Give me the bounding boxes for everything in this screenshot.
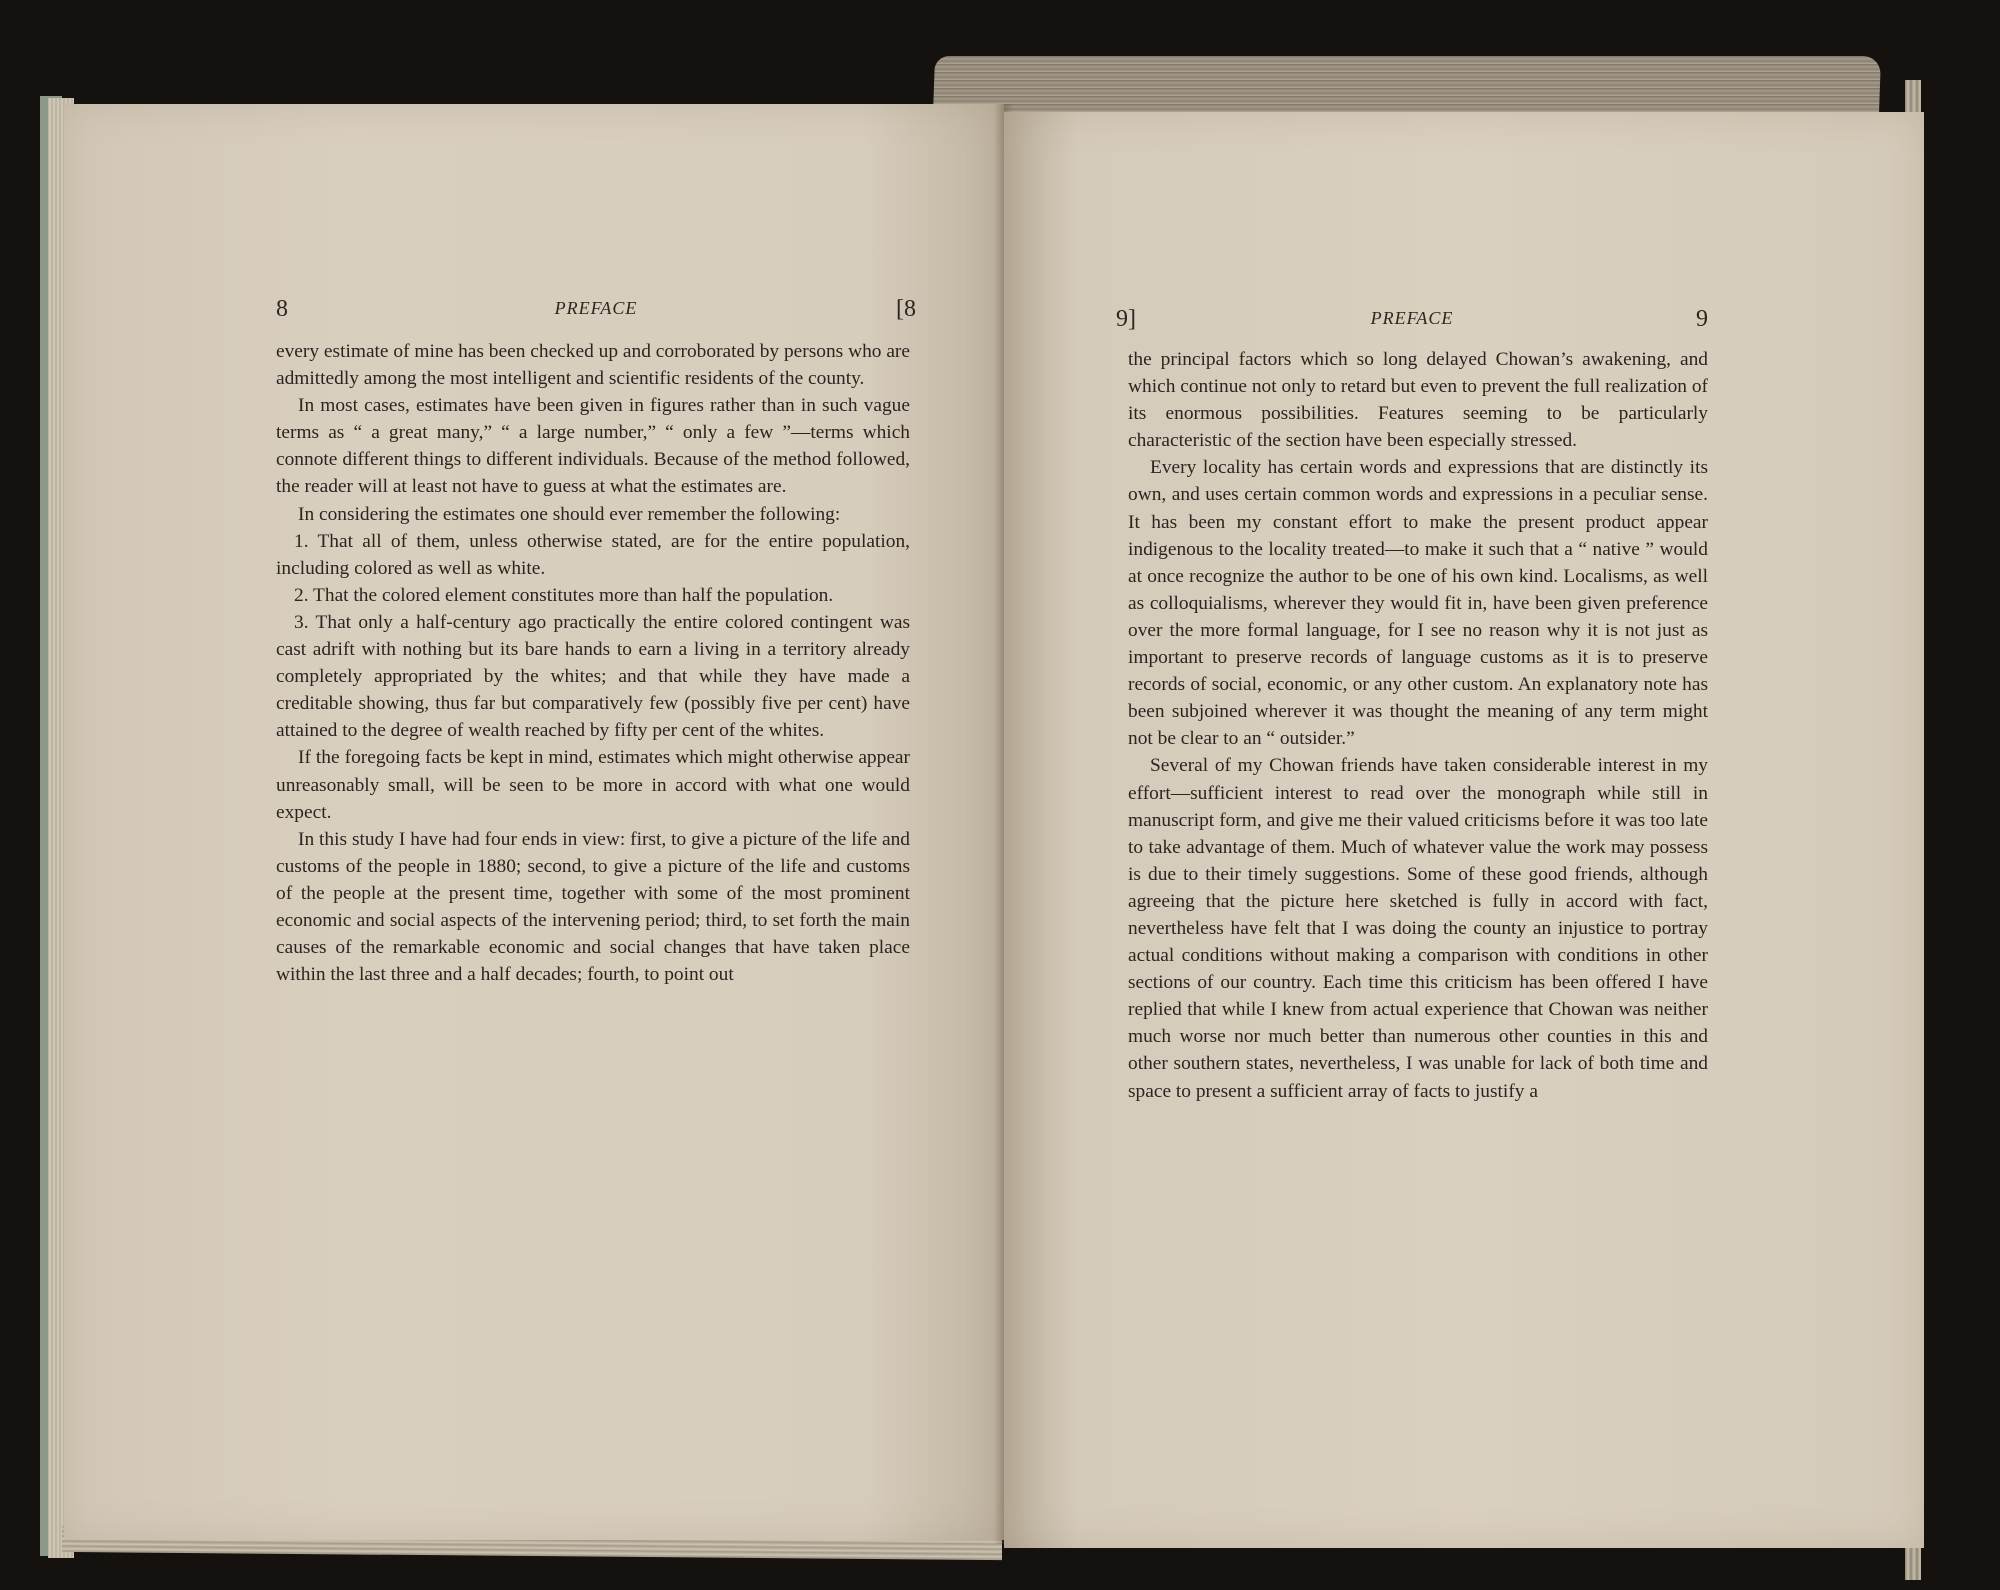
right-page-number: 9: [1696, 306, 1708, 332]
left-page: [64, 104, 1004, 1540]
page-edges-top: [933, 56, 1881, 114]
right-page: [1004, 112, 1924, 1548]
left-paragraph-3: In considering the estimates one should ever remember the following:: [298, 503, 841, 525]
left-paragraph-4: If the foregoing facts be kept in mind, estimates which might otherwise appear unreasonably small, will be seen to be more in accord with what one would expect.: [276, 747, 910, 823]
right-paragraph-3: Several of my Chowan friends have taken considerable interest in my effort—sufficient interest to read over the monograph while still in manuscript form, and give me their valued criticisms before it was too late to take advantage of them. Much of whatever value the work may possess is due to their timely suggestions. Some of these good friends, although agreeing that the picture here sketched is fully in accord with fact, nevertheless have felt that I was doing the county an injustice to portray actual conditions without making a comparison with conditions in other sections of our country. Each time this criticism has been offered I have replied that while I knew from actual experience that Chowan was neither much worse nor much better than numerous other counties in this and other southern states, nevertheless, I was unable for lack of both time and space to present a sufficient array of facts to justify a: [1128, 755, 1708, 1102]
right-paragraph-2: Every locality has certain words and expressions that are distinctly its own, and uses certain common words and expressions in a peculiar sense. It has been my constant effort to make the present product appear indigenous to the locality treated—to make it such that a “ native ” would at once recognize the author to be one of his own kind. Localisms, as well as colloquialisms, wherever they would fit in, have been given preference over the more formal language, for I see no reason why it is not just as important to preserve records of language customs as it is to preserve records of social, economic, or any other custom. An explanatory note has been subjoined wherever it was thought the meaning of any term might not be clear to an “ outsider.”: [1128, 457, 1708, 750]
left-page-marker: [8: [896, 296, 916, 322]
right-running-title: PREFACE: [1370, 308, 1454, 328]
right-running-head: [1116, 306, 1708, 336]
right-paragraph-1: the principal factors which so long delayed Chowan’s awakening, and which continue not only to retard but even to prevent the full realization of its enormous possibilities. Features seeming to be particularly characteristic of the section have been especially stressed.: [1128, 349, 1708, 452]
left-paragraph-5: In this study I have had four ends in view: first, to give a picture of the life and customs of the people in 1880; second, to give a picture of the life and customs of the people at the present time, together with some of the most prominent economic and social aspects of the intervening period; third, to set forth the main causes of the remarkable economic and social changes that have taken place within the last three and a half decades; fourth, to point out: [276, 828, 910, 986]
right-body-text: [1128, 346, 1708, 1105]
left-running-head: [276, 296, 916, 326]
left-running-title: PREFACE: [554, 298, 638, 318]
left-list-item-3: 3. That only a half-century ago practically the entire colored contingent was cast adrift with nothing but its bare hands to earn a living in a territory already completely appropriated by the whites; and that while they have made a creditable showing, thus far but comparatively few (possibly five per cent) have attained to the degree of wealth reached by fifty per cent of the whites.: [276, 611, 910, 742]
left-page-number: 8: [276, 296, 288, 322]
left-body-text: [276, 338, 910, 988]
left-list-item-2: 2. That the colored element constitutes more than half the population.: [294, 584, 834, 606]
right-page-marker: 9]: [1116, 306, 1136, 332]
left-list-item-1: 1. That all of them, unless otherwise stated, are for the entire population, including colored as well as white.: [276, 530, 910, 579]
left-paragraph-2: In most cases, estimates have been given in figures rather than in such vague terms as “ a great many,” “ a large number,” “ only a few ”—terms which connote different things to different individuals. Because of the method followed, the reader will at least not have to guess at what the estimates are.: [276, 395, 910, 498]
left-paragraph-1: every estimate of mine has been checked up and corroborated by persons who are admittedly among the most intelligent and scientific residents of the county.: [276, 341, 910, 390]
